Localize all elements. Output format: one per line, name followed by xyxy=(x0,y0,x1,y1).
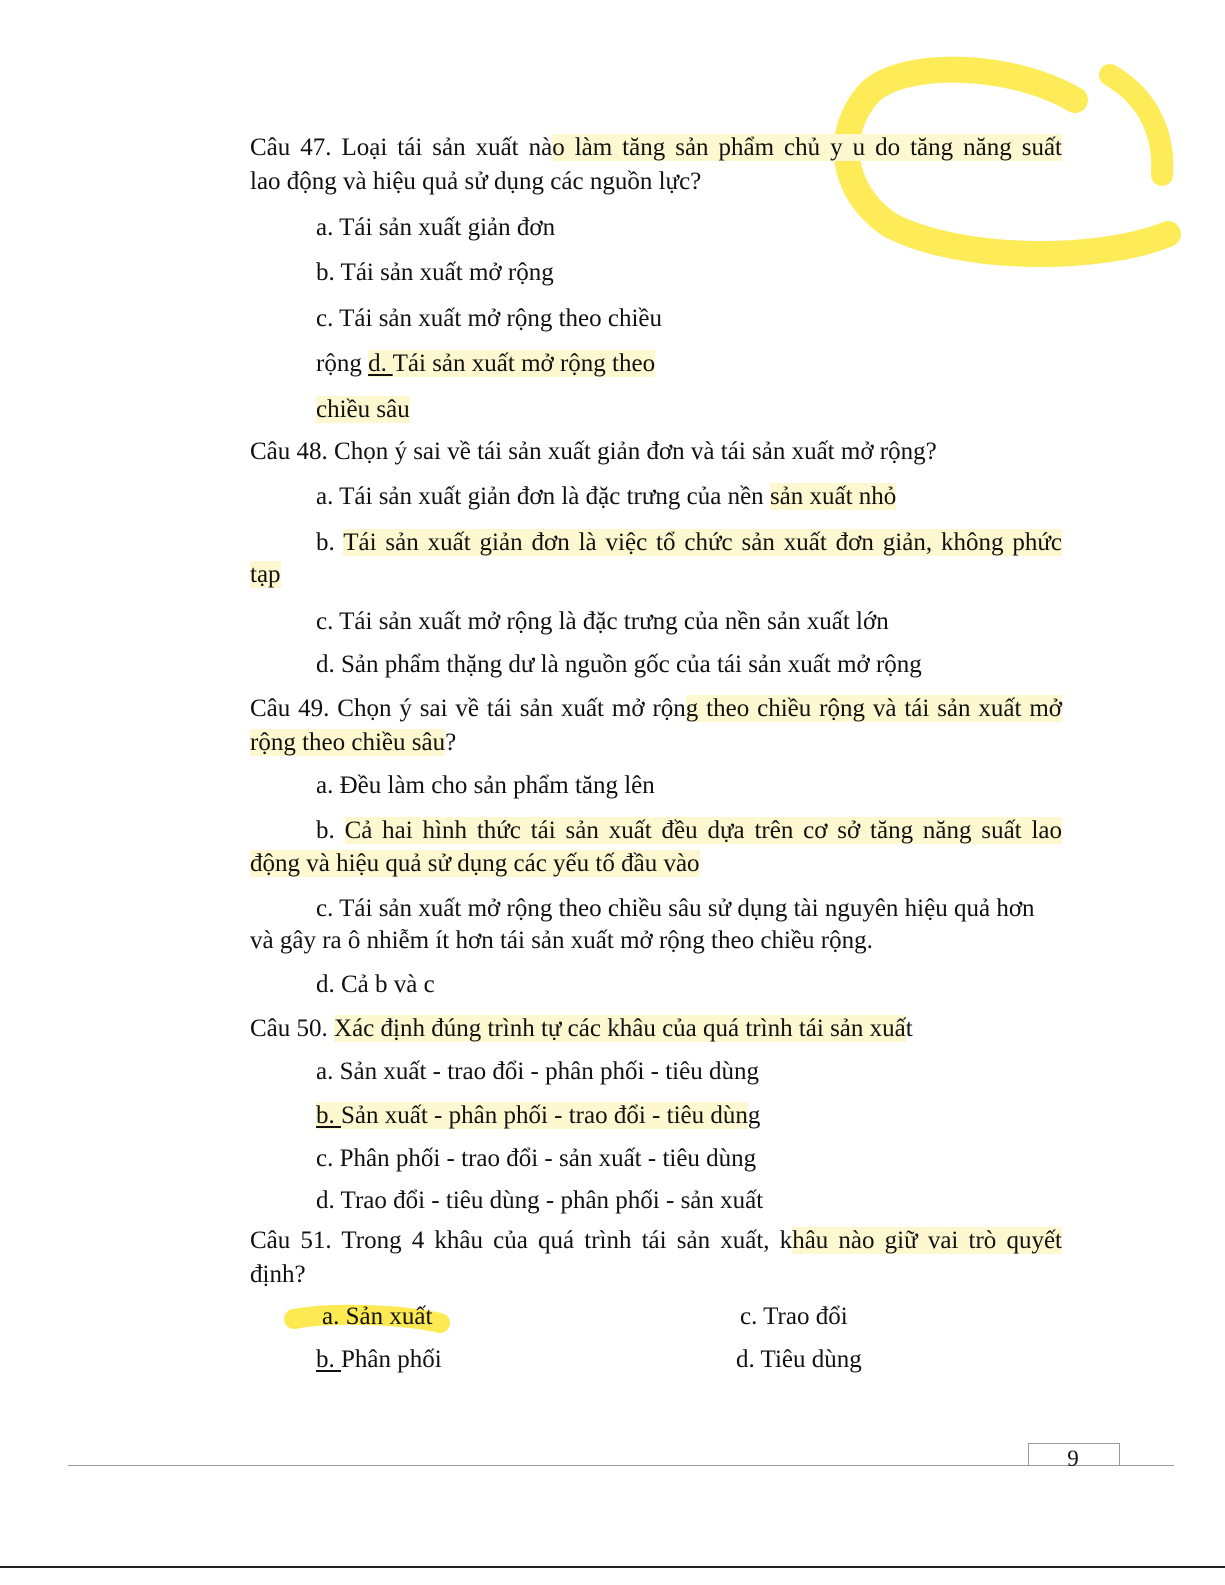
q50-option-b xyxy=(316,1099,760,1133)
q48-option-b-highlight: Tái sản xuất giản đơn là việc tổ chức sản xuất đơn giản, không phức xyxy=(343,529,1062,556)
q48-option-a-highlight: sản xuất nhỏ xyxy=(769,483,897,510)
q47-option-d-cont-text: chiều sâu xyxy=(316,396,410,423)
q49-option-b xyxy=(316,814,1062,848)
q48-option-a xyxy=(316,480,896,514)
q49-option-b-highlight: Cả hai hình thức tái sản xuất đều dựa trên cơ sở tăng năng suất lao xyxy=(344,817,1062,844)
q48-question: Câu 48. Chọn ý sai về tái sản xuất giản đơn và tái sản xuất mở rộng? xyxy=(250,438,937,465)
q50-prefix: Câu 50. xyxy=(250,1015,335,1042)
q51-question-line2: định? xyxy=(250,1261,306,1288)
q50-question xyxy=(250,1012,913,1046)
q49-line2-highlight: rộng theo chiều sâu xyxy=(250,729,446,756)
q49-option-b-cont xyxy=(250,847,700,881)
footer-rule xyxy=(68,1465,1174,1466)
q49-question-line1 xyxy=(250,692,1062,726)
page-number: 9 xyxy=(1067,1446,1079,1471)
q48-option-c: c. Tái sản xuất mở rộng là đặc trưng của nền sản xuất lớn xyxy=(316,608,889,635)
q51-option-b-marker: b. xyxy=(316,1346,341,1373)
q50-option-b-marker: b. xyxy=(316,1102,341,1129)
q48-option-a-text: a. Tái sản xuất giản đơn là đặc trưng của nền xyxy=(316,483,770,510)
q47-option-d-marker: d. xyxy=(368,350,393,377)
q47-highlight: o làm tăng sản phẩm chủ y u do tăng năng suất xyxy=(552,134,1062,161)
q50-option-b-end: g xyxy=(747,1102,761,1129)
q47-option-d xyxy=(316,347,655,381)
q49-question-line2 xyxy=(250,726,456,760)
q49-option-b-marker: b. xyxy=(316,817,345,844)
q47-question-line2: lao động và hiệu quả sử dụng các nguồn lực? xyxy=(250,168,702,195)
q49-highlight: g theo chiều rộng và tái sản xuất mở xyxy=(685,695,1062,722)
q47-option-d-text: Tái sản xuất mở rộng theo xyxy=(392,350,656,377)
q51-option-d: d. Tiêu dùng xyxy=(736,1346,862,1373)
q47-question-line1 xyxy=(250,131,1062,165)
q48-option-b-cont-text: tạp xyxy=(250,561,281,588)
q48-option-b-marker: b. xyxy=(316,529,344,556)
q47-option-c-cont: rộng xyxy=(316,350,369,377)
q49-option-b-cont-text: động và hiệu quả sử dụng các yếu tố đầu vào xyxy=(250,850,700,877)
q49-option-c-cont: và gây ra ô nhiễm ít hơn tái sản xuất mở rộng theo chiều rộng. xyxy=(250,927,873,954)
q49-option-c: c. Tái sản xuất mở rộng theo chiều sâu sử dụng tài nguyên hiệu quả hơn xyxy=(316,895,1035,922)
q48-option-b-cont xyxy=(250,558,281,592)
q51-highlight: hâu nào giữ vai trò quyết xyxy=(792,1227,1062,1254)
page-bottom-edge xyxy=(0,1566,1225,1568)
q47-option-d-cont xyxy=(316,393,410,427)
q47-text: Câu 47. Loại tái sản xuất nà xyxy=(250,134,553,161)
q51-option-c: c. Trao đổi xyxy=(740,1303,848,1330)
q49-line2-end: ? xyxy=(445,729,457,756)
q50-option-b-text: Sản xuất - phân phối - trao đổi - tiêu dùn xyxy=(341,1102,748,1129)
q49-option-d: d. Cả b và c xyxy=(316,971,435,998)
q50-option-d: d. Trao đổi - tiêu dùng - phân phối - sản xuất xyxy=(316,1187,764,1214)
q49-option-a: a. Đều làm cho sản phẩm tăng lên xyxy=(316,772,655,799)
q50-highlight: Xác định đúng trình tự các khâu của quá trình tái sản xuấ xyxy=(334,1015,906,1042)
q47-option-b: b. Tái sản xuất mở rộng xyxy=(316,259,554,286)
q48-option-b xyxy=(316,526,1062,560)
q50-option-c: c. Phân phối - trao đổi - sản xuất - tiêu dùng xyxy=(316,1145,757,1172)
q51-option-a: a. Sản xuất xyxy=(322,1303,433,1330)
q51-question-line1 xyxy=(250,1224,1062,1258)
q47-option-c: c. Tái sản xuất mở rộng theo chiều xyxy=(316,305,662,332)
q50-option-a: a. Sản xuất - trao đổi - phân phối - tiêu dùng xyxy=(316,1058,759,1085)
q51-option-b xyxy=(316,1343,442,1377)
q49-text: Câu 49. Chọn ý sai về tái sản xuất mở rộn xyxy=(250,695,686,722)
q48-option-d: d. Sản phẩm thặng dư là nguồn gốc của tái sản xuất mở rộng xyxy=(316,651,922,678)
q47-option-a: a. Tái sản xuất giản đơn xyxy=(316,214,556,241)
q50-end: t xyxy=(905,1015,913,1042)
q51-option-b-text: Phân phối xyxy=(341,1346,442,1373)
q51-text: Câu 51. Trong 4 khâu của quá trình tái sản xuất, k xyxy=(250,1227,793,1254)
